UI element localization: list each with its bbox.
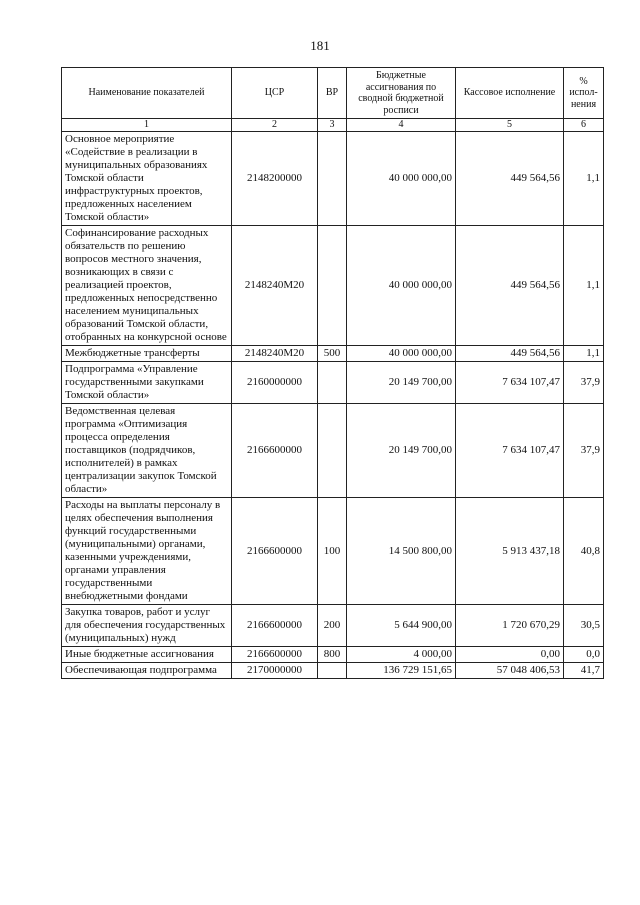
row-budget: 40 000 000,00 bbox=[347, 226, 456, 346]
row-cash: 57 048 406,53 bbox=[456, 663, 564, 679]
row-vr: 800 bbox=[318, 647, 347, 663]
row-name: Иные бюджетные ассигнования bbox=[62, 647, 232, 663]
row-name: Межбюджетные трансферты bbox=[62, 346, 232, 362]
column-number: 4 bbox=[347, 119, 456, 132]
row-budget: 20 149 700,00 bbox=[347, 404, 456, 498]
row-csr: 2148240М20 bbox=[232, 346, 318, 362]
row-vr bbox=[318, 226, 347, 346]
row-vr: 200 bbox=[318, 605, 347, 647]
row-percent: 40,8 bbox=[564, 498, 604, 605]
row-csr: 2166600000 bbox=[232, 647, 318, 663]
row-csr: 2148200000 bbox=[232, 132, 318, 226]
row-budget: 136 729 151,65 bbox=[347, 663, 456, 679]
row-csr: 2160000000 bbox=[232, 362, 318, 404]
row-vr: 100 bbox=[318, 498, 347, 605]
table-row bbox=[62, 605, 604, 647]
row-percent: 1,1 bbox=[564, 132, 604, 226]
header-budget-allocations: Бюджетные ассигнования по сводной бюджетной росписи bbox=[347, 68, 456, 119]
row-vr: 500 bbox=[318, 346, 347, 362]
column-number: 1 bbox=[62, 119, 232, 132]
row-percent: 1,1 bbox=[564, 226, 604, 346]
row-name: Ведомственная целевая программа «Оптимизация процесса определения поставщиков (подрядчиков, исполнителей) в рамках централизации закупок Томской области» bbox=[62, 404, 232, 498]
header-indicator-name: Наименование показателей bbox=[62, 68, 232, 119]
column-number: 5 bbox=[456, 119, 564, 132]
table-row bbox=[62, 132, 604, 226]
row-cash: 5 913 437,18 bbox=[456, 498, 564, 605]
row-vr bbox=[318, 362, 347, 404]
row-csr: 2170000000 bbox=[232, 663, 318, 679]
row-cash: 1 720 670,29 bbox=[456, 605, 564, 647]
table-row bbox=[62, 346, 604, 362]
row-csr: 2166600000 bbox=[232, 605, 318, 647]
row-vr bbox=[318, 404, 347, 498]
row-budget: 4 000,00 bbox=[347, 647, 456, 663]
row-csr: 2148240М20 bbox=[232, 226, 318, 346]
table-row bbox=[62, 226, 604, 346]
column-number: 6 bbox=[564, 119, 604, 132]
row-percent: 1,1 bbox=[564, 346, 604, 362]
column-number: 2 bbox=[232, 119, 318, 132]
table-row bbox=[62, 647, 604, 663]
row-vr bbox=[318, 663, 347, 679]
row-name: Подпрограмма «Управление государственными закупками Томской области» bbox=[62, 362, 232, 404]
header-vr: ВР bbox=[318, 68, 347, 119]
row-csr: 2166600000 bbox=[232, 498, 318, 605]
budget-execution-table bbox=[61, 67, 604, 679]
column-number-row bbox=[62, 119, 604, 132]
row-percent: 30,5 bbox=[564, 605, 604, 647]
row-name: Софинансирование расходных обязательств по решению вопросов местного значения, возникающих в связи с реализацией проектов, предложенных непосредственно населением муниципальных образований Томской области, отобранных на конкурсной основе bbox=[62, 226, 232, 346]
row-cash: 449 564,56 bbox=[456, 132, 564, 226]
row-cash: 7 634 107,47 bbox=[456, 404, 564, 498]
table-row bbox=[62, 498, 604, 605]
column-number: 3 bbox=[318, 119, 347, 132]
row-vr bbox=[318, 132, 347, 226]
row-percent: 37,9 bbox=[564, 404, 604, 498]
row-name: Обеспечивающая подпрограмма bbox=[62, 663, 232, 679]
row-budget: 14 500 800,00 bbox=[347, 498, 456, 605]
row-csr: 2166600000 bbox=[232, 404, 318, 498]
row-percent: 0,0 bbox=[564, 647, 604, 663]
row-percent: 37,9 bbox=[564, 362, 604, 404]
row-budget: 40 000 000,00 bbox=[347, 346, 456, 362]
row-cash: 7 634 107,47 bbox=[456, 362, 564, 404]
row-name: Основное мероприятие «Содействие в реализации в муниципальных образованиях Томской области инфраструктурных проектов, предложенных населением Томской области» bbox=[62, 132, 232, 226]
row-budget: 40 000 000,00 bbox=[347, 132, 456, 226]
row-budget: 5 644 900,00 bbox=[347, 605, 456, 647]
row-cash: 449 564,56 bbox=[456, 346, 564, 362]
row-percent: 41,7 bbox=[564, 663, 604, 679]
table-row bbox=[62, 663, 604, 679]
table-row bbox=[62, 404, 604, 498]
header-row bbox=[62, 68, 604, 119]
row-cash: 0,00 bbox=[456, 647, 564, 663]
header-execution-percent: % испол-нения bbox=[564, 68, 604, 119]
row-budget: 20 149 700,00 bbox=[347, 362, 456, 404]
table-row bbox=[62, 362, 604, 404]
row-name: Закупка товаров, работ и услуг для обеспечения государственных (муниципальных) нужд bbox=[62, 605, 232, 647]
header-csr: ЦСР bbox=[232, 68, 318, 119]
page-number: 181 bbox=[310, 38, 330, 53]
row-name: Расходы на выплаты персоналу в целях обеспечения выполнения функций государственными (муниципальными) органами, казенными учреждениями, органами управления государственными внебюджетными фондами bbox=[62, 498, 232, 605]
row-cash: 449 564,56 bbox=[456, 226, 564, 346]
header-cash-execution: Кассовое исполнение bbox=[456, 68, 564, 119]
